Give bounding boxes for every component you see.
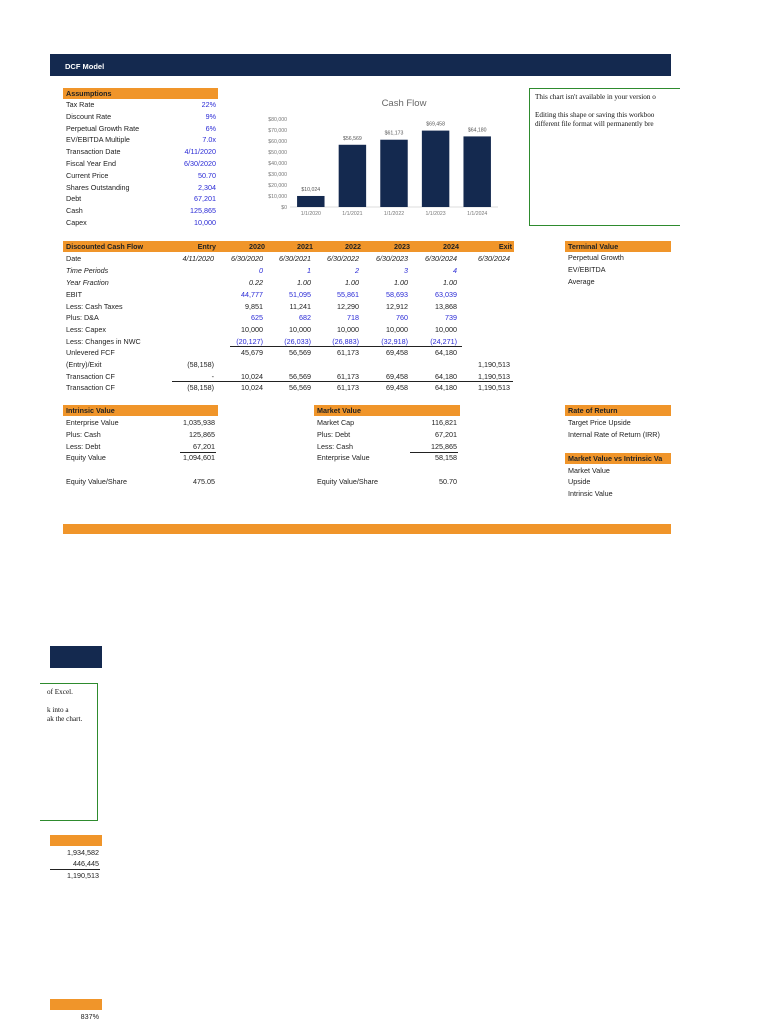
dcf-column-header: 2021 <box>297 242 313 251</box>
assumption-value: 10,000 <box>194 218 216 227</box>
y-tick-label: $50,000 <box>268 150 287 156</box>
dcf-cell: 56,569 <box>289 372 311 381</box>
assumption-value: 4/11/2020 <box>184 147 216 157</box>
dcf-cell: 69,458 <box>386 372 408 381</box>
overflow-notice-line3: ak the chart. <box>47 715 83 723</box>
assumption-value: 125,865 <box>190 206 216 216</box>
bar-data-label: $56,569 <box>343 135 362 142</box>
dcf-row-label: Plus: D&A <box>66 313 99 322</box>
dcf-cell: 56,569 <box>289 348 311 357</box>
dcf-cell: 1,190,513 <box>478 383 510 392</box>
dcf-cell: 1.00 <box>443 278 457 287</box>
bar <box>463 136 490 207</box>
rate-row-irr: Internal Rate of Return (IRR) <box>568 430 660 439</box>
dcf-cell: (20,127) <box>236 337 263 346</box>
intrinsic-row-label: Equity Value <box>66 453 106 463</box>
dcf-row-label: Time Periods <box>66 266 109 275</box>
overflow-terminal-header <box>50 835 102 846</box>
overflow-terminal-perpetual: 1,934,582 <box>67 848 99 857</box>
dcf-cell: 64,180 <box>435 348 457 357</box>
intrinsic-row-label: Less: Debt <box>66 441 101 451</box>
dcf-header-label: Discounted Cash Flow <box>66 242 144 251</box>
market-row-label: Plus: Debt <box>317 429 351 439</box>
market-row-label: Enterprise Value <box>317 453 370 463</box>
dcf-cell: 0 <box>259 266 263 275</box>
dcf-cell: 1,190,513 <box>478 360 510 369</box>
overflow-notice-line2: k into a <box>47 706 69 714</box>
dcf-cell: 9,851 <box>245 302 263 311</box>
dcf-cell: (58,158) <box>187 383 214 392</box>
bar <box>380 140 407 207</box>
y-tick-label: $30,000 <box>268 172 287 178</box>
bar-data-label: $61,173 <box>384 130 404 137</box>
dcf-cell: 6/30/2022 <box>327 254 359 263</box>
dcf-cell: 45,679 <box>241 348 263 357</box>
dcf-cell: - <box>211 372 214 381</box>
dcf-cell: 718 <box>347 313 359 322</box>
dcf-cell: 1.00 <box>345 278 359 287</box>
dcf-cell: 10,000 <box>435 325 457 334</box>
dcf-cell: 1.00 <box>394 278 408 287</box>
assumption-label: Fiscal Year End <box>66 159 116 168</box>
dcf-cell: 11,241 <box>289 302 311 311</box>
dcf-cell: 4 <box>453 266 457 275</box>
market-row-label: Market Cap <box>317 418 355 427</box>
dcf-column-header: 2023 <box>394 242 410 251</box>
dcf-cell: 69,458 <box>386 383 408 392</box>
dcf-row-label: Year Fraction <box>66 278 109 287</box>
mv-vs-iv-row-upside: Upside <box>568 477 591 486</box>
dcf-cell: 3 <box>404 266 408 275</box>
intrinsic-per-share-value: 475.05 <box>193 477 215 486</box>
dcf-cell: 44,777 <box>241 290 263 299</box>
dcf-cell: 56,569 <box>289 383 311 392</box>
intrinsic-underline <box>180 452 216 453</box>
assumption-value: 50.70 <box>198 170 216 180</box>
dcf-cell: 10,000 <box>289 325 311 334</box>
x-tick-label: 1/1/2022 <box>383 211 405 217</box>
assumption-label: Discount Rate <box>66 111 112 121</box>
dcf-cell: (26,033) <box>284 337 311 346</box>
y-tick-label: $20,000 <box>268 183 287 189</box>
intrinsic-row-value: 1,094,601 <box>183 453 215 463</box>
x-tick-label: 1/1/2024 <box>467 211 488 217</box>
assumption-value: 2,304 <box>198 182 216 192</box>
assumption-label: Perpetual Growth Rate <box>66 123 140 133</box>
bar <box>339 145 366 207</box>
intrinsic-row-value: 67,201 <box>193 441 215 451</box>
y-tick-label: $10,000 <box>268 194 287 200</box>
chart-notice-line1: This chart isn't available in your version o <box>535 93 656 101</box>
dcf-cell: 63,039 <box>435 290 457 299</box>
x-tick-label: 1/1/2020 <box>300 211 321 217</box>
market-value-header-label: Market Value <box>317 406 361 415</box>
terminal-row-ev-ebitda: EV/EBITDA <box>568 265 606 274</box>
bar-data-label: $69,458 <box>426 121 445 128</box>
dcf-cell: 61,173 <box>337 372 359 381</box>
chart-notice-line3: different file format will permanently bre <box>535 120 654 128</box>
mv-vs-iv-row-market: Market Value <box>568 466 610 475</box>
dcf-row-label: Less: Changes in NWC <box>66 337 141 346</box>
market-underline <box>410 452 458 453</box>
assumption-label: Debt <box>66 194 82 204</box>
assumption-label: Transaction Date <box>66 147 121 157</box>
x-tick-label: 1/1/2023 <box>425 211 446 217</box>
terminal-row-average: Average <box>568 277 595 286</box>
market-row-value: 67,201 <box>435 429 457 439</box>
assumption-value: 6/30/2020 <box>184 159 216 168</box>
dcf-cell: 10,000 <box>241 325 263 334</box>
rate-of-return-header-label: Rate of Return <box>568 406 618 415</box>
assumption-label: Tax Rate <box>66 100 95 109</box>
dcf-row-label: Less: Capex <box>66 325 106 334</box>
terminal-value-header-label: Terminal Value <box>568 242 619 251</box>
intrinsic-row-value: 125,865 <box>189 429 215 439</box>
dcf-cell: 13,868 <box>435 302 457 311</box>
market-row-label: Less: Cash <box>317 441 353 451</box>
overflow-rate-header <box>50 999 102 1010</box>
dcf-cell: 6/30/2021 <box>279 254 311 263</box>
dcf-cell: 625 <box>251 313 263 322</box>
bar-data-label: $10,024 <box>301 186 321 193</box>
assumption-label: Cash <box>66 206 83 216</box>
dcf-cell: 6/30/2024 <box>425 254 457 263</box>
dcf-row-label: Transaction CF <box>66 372 115 381</box>
dcf-cell: 10,024 <box>241 372 263 381</box>
chart-notice-line2: Editing this shape or saving this workboo <box>535 111 655 119</box>
mv-vs-iv-row-intrinsic: Intrinsic Value <box>568 489 613 498</box>
dcf-cell: 58,693 <box>386 290 408 299</box>
x-tick-label: 1/1/2021 <box>342 211 363 217</box>
assumption-value: 67,201 <box>194 194 216 204</box>
market-per-share-value: 50.70 <box>439 477 457 486</box>
bar <box>422 131 449 207</box>
assumption-value: 6% <box>205 123 216 133</box>
dcf-row-label: Date <box>66 254 82 263</box>
overflow-notice-box <box>40 683 98 821</box>
mv-vs-iv-header-label: Market Value vs Intrinsic Va <box>568 454 663 463</box>
assumptions-header-label: Assumptions <box>66 89 112 98</box>
dcf-cell: 682 <box>299 313 311 322</box>
dcf-cell: 69,458 <box>386 348 408 357</box>
dcf-row-label: (Entry)/Exit <box>66 360 102 369</box>
dcf-cell: 61,173 <box>337 348 359 357</box>
dcf-cell: 6/30/2020 <box>231 254 263 263</box>
dcf-exit-underline <box>172 381 513 382</box>
assumption-value: 7.0x <box>202 135 216 145</box>
dcf-cell: 61,173 <box>337 383 359 392</box>
dcf-cell: (58,158) <box>187 360 214 369</box>
dcf-cell: 10,000 <box>386 325 408 334</box>
dcf-cell: 64,180 <box>435 383 457 392</box>
assumption-label: Current Price <box>66 170 109 180</box>
dcf-row-label: Unlevered FCF <box>66 348 115 357</box>
dcf-cell: (32,918) <box>381 337 408 346</box>
intrinsic-value-header-label: Intrinsic Value <box>66 406 115 415</box>
dcf-column-header: Exit <box>498 242 512 251</box>
dcf-cell: 6/30/2024 <box>478 254 510 263</box>
assumption-value: 9% <box>205 111 216 121</box>
y-tick-label: $70,000 <box>268 128 287 134</box>
dcf-cell: 2 <box>355 266 359 275</box>
dcf-cell: 6/30/2023 <box>376 254 408 263</box>
y-tick-label: $40,000 <box>268 161 287 167</box>
dcf-column-header: 2024 <box>443 242 459 251</box>
intrinsic-per-share-label: Equity Value/Share <box>66 477 127 486</box>
intrinsic-row-label: Enterprise Value <box>66 418 119 427</box>
dcf-row-label: Transaction CF <box>66 383 115 392</box>
assumption-label: Shares Outstanding <box>66 182 130 192</box>
dcf-cell: 64,180 <box>435 372 457 381</box>
dcf-cell: 1.00 <box>297 278 311 287</box>
dcf-nwc-underline <box>230 346 462 347</box>
intrinsic-row-value: 1,035,938 <box>183 418 215 427</box>
assumption-label: Capex <box>66 218 87 227</box>
page-title: DCF Model <box>65 62 105 71</box>
dcf-cell: 0.22 <box>249 278 263 287</box>
bar <box>297 196 324 207</box>
chart-notice-box <box>529 88 680 226</box>
dcf-column-header: 2020 <box>249 242 265 251</box>
assumption-label: EV/EBITDA Multiple <box>66 135 130 145</box>
dcf-column-header: Entry <box>197 242 216 251</box>
dcf-cell: (24,271) <box>430 337 457 346</box>
rate-row-target-upside: Target Price Upside <box>568 418 631 427</box>
chart-title: Cash Flow <box>381 98 427 109</box>
market-row-value: 58,158 <box>435 453 457 463</box>
market-per-share-label: Equity Value/Share <box>317 477 378 486</box>
market-row-value: 125,865 <box>431 441 457 451</box>
dcf-cell: (26,883) <box>332 337 359 346</box>
dcf-cell: 739 <box>445 313 457 322</box>
dcf-cell: 51,095 <box>289 290 311 299</box>
dcf-cell: 12,912 <box>386 302 408 311</box>
y-tick-label: $80,000 <box>268 117 287 123</box>
cash-flow-chart <box>250 90 508 225</box>
overflow-notice-line1: of Excel. <box>47 688 73 696</box>
title-bar <box>50 54 671 76</box>
overflow-title-bar <box>50 646 102 668</box>
dcf-cell: 10,000 <box>337 325 359 334</box>
overflow-rate-value: 837% <box>80 1012 99 1021</box>
dcf-cell: 55,861 <box>337 290 359 299</box>
dcf-row-label: Less: Cash Taxes <box>66 302 123 311</box>
terminal-row-perpetual: Perpetual Growth <box>568 253 624 262</box>
intrinsic-row-label: Plus: Cash <box>66 429 101 439</box>
dcf-row-label: EBIT <box>66 290 82 299</box>
dcf-cell: 4/11/2020 <box>182 254 214 263</box>
market-row-value: 116,821 <box>431 418 457 427</box>
dcf-cell: 1 <box>307 266 311 275</box>
y-tick-label: $60,000 <box>268 139 287 145</box>
dcf-cell: 10,024 <box>241 383 263 392</box>
overflow-terminal-ev-ebitda: 446,445 <box>73 859 99 868</box>
overflow-terminal-average: 1,190,513 <box>67 871 99 880</box>
dcf-cell: 1,190,513 <box>478 372 510 381</box>
dcf-column-header: 2022 <box>345 242 361 251</box>
bar-data-label: $64,180 <box>467 127 487 134</box>
section-divider-bar <box>63 524 671 534</box>
dcf-cell: 760 <box>396 313 408 322</box>
y-tick-label: $0 <box>281 205 287 211</box>
dcf-cell: 12,290 <box>337 302 359 311</box>
assumption-value: 22% <box>201 100 216 109</box>
